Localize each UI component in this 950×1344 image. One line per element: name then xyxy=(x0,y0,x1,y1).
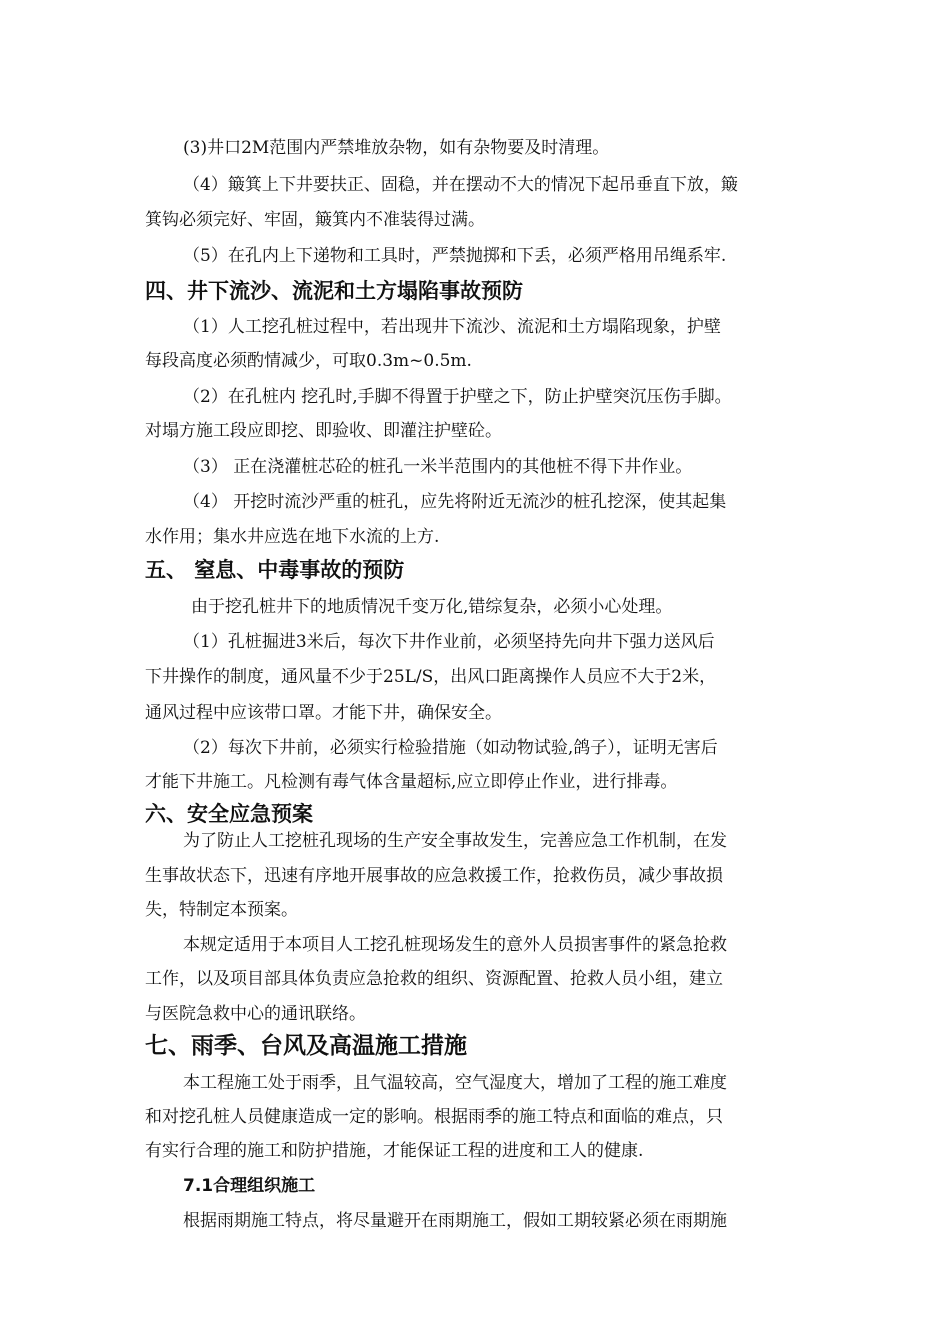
paragraph-line: 每段高度必须酌情减少，可取0.3m~0.5m. xyxy=(145,351,472,371)
paragraph-line: 本规定适用于本项目人工挖孔桩现场发生的意外人员损害事件的紧急抢救 xyxy=(183,935,727,955)
paragraph-line: 下井操作的制度，通风量不少于25L/S，出风口距离操作人员应不大于2米， xyxy=(145,667,717,687)
paragraph-line: （5）在孔内上下递物和工具时，严禁抛掷和下丢，必须严格用吊绳系牢. xyxy=(183,246,727,266)
subsection-heading: 7.1合理组织施工 xyxy=(183,1176,316,1196)
paragraph-line: 通风过程中应该带口罩。才能下井，确保安全。 xyxy=(145,703,502,723)
section-heading: 六、安全应急预案 xyxy=(145,802,313,826)
paragraph-line: 箕钩必须完好、牢固，簸箕内不准装得过满。 xyxy=(145,210,485,230)
paragraph-line: 本工程施工处于雨季，且气温较高，空气湿度大，增加了工程的施工难度 xyxy=(183,1073,727,1093)
paragraph-line: （2）在孔桩内 挖孔时,手脚不得置于护壁之下，防止护壁突沉压伤手脚。 xyxy=(183,387,732,407)
paragraph-line: 水作用；集水井应选在地下水流的上方. xyxy=(145,527,440,547)
paragraph-line: （3） 正在浇灌桩芯砼的桩孔一米半范围内的其他桩不得下井作业。 xyxy=(183,457,693,477)
paragraph-line: （4）簸箕上下井要扶正、固稳，并在摆动不大的情况下起吊垂直下放，簸 xyxy=(183,175,738,195)
paragraph-line: (3)井口2M范围内严禁堆放杂物，如有杂物要及时清理。 xyxy=(183,138,610,158)
paragraph-line: 和对挖孔桩人员健康造成一定的影响。根据雨季的施工特点和面临的难点，只 xyxy=(145,1107,723,1127)
section-heading: 四、井下流沙、流泥和土方塌陷事故预防 xyxy=(145,279,523,303)
paragraph-line: （4） 开挖时流沙严重的桩孔，应先将附近无流沙的桩孔挖深，使其起集 xyxy=(183,492,727,512)
paragraph-line: 工作，以及项目部具体负责应急抢救的组织、资源配置、抢救人员小组，建立 xyxy=(145,969,723,989)
paragraph-line: 失，特制定本预案。 xyxy=(145,900,298,920)
paragraph-line: 对塌方施工段应即挖、即验收、即灌注护壁砼。 xyxy=(145,421,502,441)
paragraph-line: 根据雨期施工特点，将尽量避开在雨期施工，假如工期较紧必须在雨期施 xyxy=(183,1211,727,1231)
paragraph-line: 生事故状态下，迅速有序地开展事故的应急救援工作，抢救伤员，减少事故损 xyxy=(145,866,723,886)
paragraph-line: （1）孔桩掘进3米后，每次下井作业前，必须坚持先向井下强力送风后 xyxy=(183,632,715,652)
section-heading: 五、 窒息、中毒事故的预防 xyxy=(145,558,405,582)
paragraph-line: （2）每次下井前，必须实行检验措施（如动物试验,鸽子），证明无害后 xyxy=(183,738,718,758)
paragraph-line: （1）人工挖孔桩过程中，若出现井下流沙、流泥和土方塌陷现象，护壁 xyxy=(183,317,721,337)
section-heading: 七、雨季、台风及高温施工措施 xyxy=(145,1033,467,1059)
paragraph-line: 由于挖孔桩井下的地质情况千变万化,错综复杂，必须小心处理。 xyxy=(191,597,673,617)
paragraph-line: 才能下井施工。凡检测有毒气体含量超标,应立即停止作业，进行排毒。 xyxy=(145,772,678,792)
paragraph-line: 有实行合理的施工和防护措施，才能保证工程的进度和工人的健康. xyxy=(145,1141,644,1161)
paragraph-line: 为了防止人工挖桩孔现场的生产安全事故发生，完善应急工作机制，在发 xyxy=(183,831,727,851)
paragraph-line: 与医院急救中心的通讯联络。 xyxy=(145,1004,366,1024)
